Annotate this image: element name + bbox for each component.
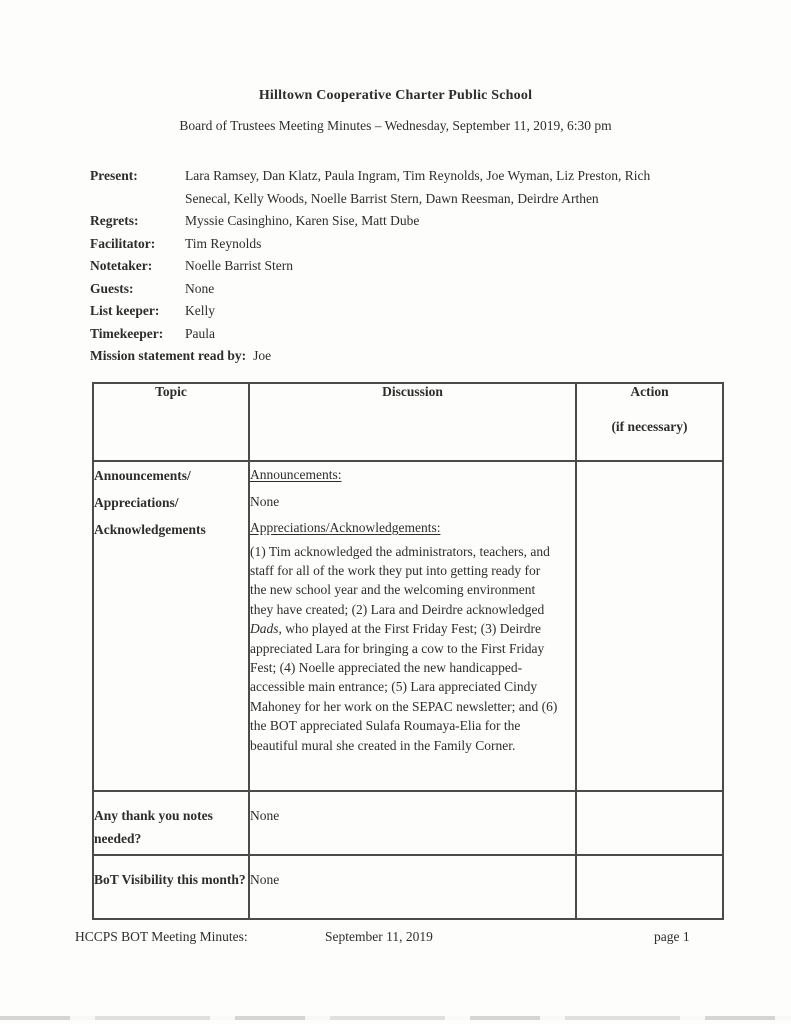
info-value: Lara Ramsey, Dan Klatz, Paula Ingram, Tim Reynolds, Joe Wyman, Liz Preston, Rich Senecal, Kelly Woods, Noelle Barrist Stern, Dawn Reesman, Deirdre Arthen [185, 168, 651, 206]
discussion-paragraph [250, 542, 558, 755]
discussion-cell: None [249, 855, 576, 919]
info-value: Kelly [185, 303, 215, 318]
discussion-text: , who played at the First Friday Fest; (3) Deirdre appreciated Lara for bringing a cow to the First Friday Fest; (4) Noelle appreciated the new handicapped-accessible main entrance; (5) Lara appreciated Cindy Mahoney for her work on the SEPAC newsletter; and (6) the BOT appreciated Sulafa Roumaya-Elia for the beautiful mural she created in the Family Corner. [250, 621, 558, 753]
topic-cell: Any thank you notes needed? [93, 791, 249, 855]
info-label: Facilitator: [90, 235, 156, 251]
table-header-row [93, 383, 723, 461]
topic-cell: BoT Visibility this month? [93, 855, 249, 919]
info-label: Timekeeper: [90, 325, 164, 341]
discussion-heading-announcements: Announcements: [250, 467, 342, 482]
column-header-topic: Topic [93, 383, 249, 461]
action-cell [576, 855, 723, 919]
info-value: Myssie Casinghino, Karen Sise, Matt Dube [185, 213, 420, 228]
column-header-action-line1: Action [630, 384, 669, 399]
footer-date: September 11, 2019 [325, 929, 433, 944]
info-value: Joe [253, 348, 272, 363]
discussion-text-italic: Dads [250, 621, 279, 637]
minutes-table [92, 382, 724, 920]
info-row-list-keeper [90, 300, 700, 323]
discussion-cell: None [249, 791, 576, 855]
info-value: Noelle Barrist Stern [185, 258, 293, 273]
action-cell [576, 461, 723, 791]
discussion-text: (1) Tim acknowledged the administrators, teachers, and staff for all of the work they put into getting ready for the new school year and the welcoming environment they have created; (2) Lara and Deirdre acknowledged [250, 543, 550, 617]
footer-page-number: page 1 [654, 929, 690, 944]
info-row-regrets [90, 210, 700, 233]
table-row-announcements [93, 461, 723, 791]
info-value: Paula [185, 325, 215, 341]
table-row-thank-you-notes [93, 791, 723, 855]
topic-line: Appreciations/ [94, 495, 179, 510]
footer-document-label: HCCPS BOT Meeting Minutes: [75, 929, 248, 944]
info-value: None [185, 280, 215, 296]
info-row-facilitator [90, 233, 700, 256]
info-label: Mission statement read by: [90, 348, 247, 363]
info-value: Tim Reynolds [185, 235, 262, 251]
column-header-action [576, 383, 723, 461]
info-label: Notetaker: [90, 258, 153, 273]
document-subtitle: Board of Trustees Meeting Minutes – Wednesday, September 11, 2019, 6:30 pm [179, 118, 612, 133]
info-label: Guests: [90, 280, 134, 296]
info-label: Regrets: [90, 213, 139, 228]
info-row-guests [90, 278, 700, 301]
attendance-info-block [90, 165, 700, 368]
info-label: List keeper: [90, 303, 160, 318]
action-cell [576, 791, 723, 855]
scan-edge-artifact [0, 1016, 791, 1020]
info-row-present [90, 165, 700, 210]
topic-line: Announcements/ [94, 468, 191, 483]
table-row-bot-visibility [93, 855, 723, 919]
topic-cell [93, 461, 249, 791]
column-header-discussion: Discussion [249, 383, 576, 461]
discussion-text: None [250, 493, 280, 509]
column-header-action-line2: (if necessary) [611, 419, 688, 434]
discussion-heading-appreciations: Appreciations/Acknowledgements: [250, 520, 441, 535]
discussion-cell [249, 461, 576, 791]
info-label: Present: [90, 168, 138, 183]
info-row-timekeeper [90, 323, 700, 346]
info-row-mission-statement [90, 345, 700, 368]
document-title: Hilltown Cooperative Charter Public School [258, 88, 533, 103]
info-row-notetaker [90, 255, 700, 278]
topic-line: Acknowledgements [94, 522, 206, 537]
